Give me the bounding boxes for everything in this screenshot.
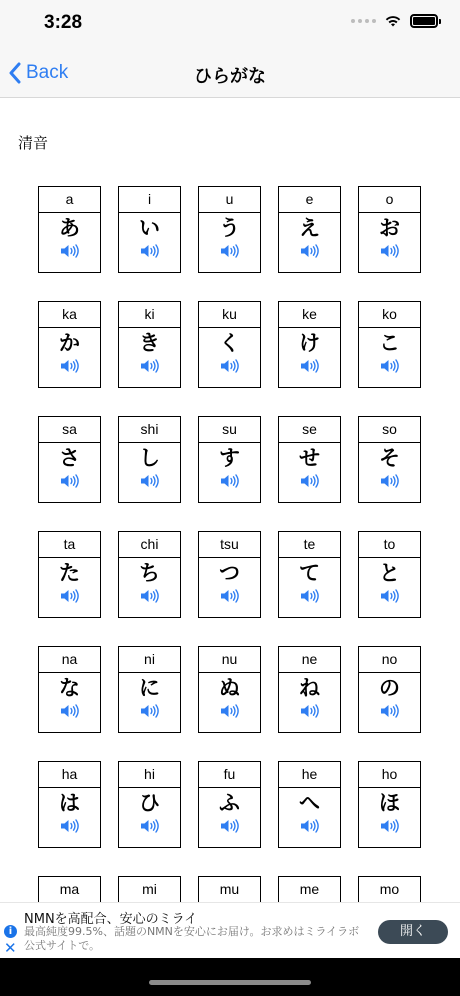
romaji-label: ma: [39, 877, 100, 902]
speaker-icon[interactable]: [39, 704, 100, 718]
ad-description: 最高純度99.5%、話題のNMNを安心にお届け。お求めはミライラボ公式サイトで。: [24, 925, 360, 952]
kana-character: ひ: [139, 791, 160, 815]
romaji-label: mo: [359, 877, 420, 902]
kana-character: く: [219, 331, 240, 355]
info-icon[interactable]: i: [4, 925, 17, 938]
kana-card-ne[interactable]: [278, 646, 341, 733]
speaker-icon[interactable]: [119, 589, 180, 603]
kana-card-ki[interactable]: [118, 301, 181, 388]
navigation-bar: [0, 50, 460, 98]
romaji-label: no: [359, 647, 420, 673]
romaji-label: e: [279, 187, 340, 213]
kana-grid: [38, 186, 422, 902]
speaker-icon[interactable]: [359, 359, 420, 373]
romaji-label: a: [39, 187, 100, 213]
speaker-icon[interactable]: [359, 704, 420, 718]
kana-card-so[interactable]: [358, 416, 421, 503]
status-bar: [0, 0, 460, 50]
speaker-icon[interactable]: [39, 819, 100, 833]
kana-character: つ: [219, 561, 240, 585]
romaji-label: me: [279, 877, 340, 902]
kana-character: う: [219, 216, 240, 240]
kana-character: な: [59, 676, 80, 700]
kana-row: [38, 876, 422, 902]
kana-character: と: [379, 561, 400, 585]
kana-card-me[interactable]: [278, 876, 341, 902]
romaji-label: ho: [359, 762, 420, 788]
romaji-label: ne: [279, 647, 340, 673]
page-title: ひらがな: [194, 66, 266, 87]
signal-dots-icon: [351, 19, 376, 23]
kana-character: お: [379, 216, 400, 240]
romaji-label: o: [359, 187, 420, 213]
kana-row: [38, 531, 422, 618]
kana-row: [38, 761, 422, 848]
kana-character: ね: [299, 676, 320, 700]
kana-card-mu[interactable]: [198, 876, 261, 902]
romaji-label: ta: [39, 532, 100, 558]
romaji-label: shi: [119, 417, 180, 443]
kana-character: い: [139, 216, 160, 240]
section-title: 清音: [18, 134, 49, 152]
close-icon[interactable]: ✕: [4, 939, 17, 957]
kana-character: ふ: [219, 791, 240, 815]
kana-character: へ: [299, 791, 320, 815]
home-indicator-area: [0, 958, 460, 996]
ad-title: NMNを高配合、安心のミライ: [24, 912, 198, 927]
kana-card-shi[interactable]: [118, 416, 181, 503]
status-time: 3:28: [44, 12, 83, 33]
speaker-icon[interactable]: [279, 474, 340, 488]
kana-character: ぬ: [219, 676, 240, 700]
romaji-label: to: [359, 532, 420, 558]
speaker-icon[interactable]: [39, 474, 100, 488]
speaker-icon[interactable]: [279, 244, 340, 258]
kana-card-te[interactable]: [278, 531, 341, 618]
kana-character: え: [299, 216, 320, 240]
kana-card-sa[interactable]: [38, 416, 101, 503]
kana-card-ma[interactable]: [38, 876, 101, 902]
speaker-icon[interactable]: [119, 819, 180, 833]
kana-character: に: [139, 676, 160, 700]
kana-card-tsu[interactable]: [198, 531, 261, 618]
kana-row: [38, 186, 422, 273]
kana-card-se[interactable]: [278, 416, 341, 503]
kana-card-ko[interactable]: [358, 301, 421, 388]
kana-character: か: [59, 331, 80, 355]
romaji-label: te: [279, 532, 340, 558]
kana-card-ke[interactable]: [278, 301, 341, 388]
romaji-label: tsu: [199, 532, 260, 558]
romaji-label: mi: [119, 877, 180, 902]
romaji-label: chi: [119, 532, 180, 558]
kana-card-ha[interactable]: [38, 761, 101, 848]
kana-row: [38, 301, 422, 388]
home-indicator[interactable]: [149, 980, 311, 985]
speaker-icon[interactable]: [279, 589, 340, 603]
kana-card-ni[interactable]: [118, 646, 181, 733]
romaji-label: sa: [39, 417, 100, 443]
kana-card-hi[interactable]: [118, 761, 181, 848]
kana-card-no[interactable]: [358, 646, 421, 733]
romaji-label: na: [39, 647, 100, 673]
kana-card-su[interactable]: [198, 416, 261, 503]
kana-card-a[interactable]: [38, 186, 101, 273]
kana-card-u[interactable]: [198, 186, 261, 273]
kana-character: ほ: [379, 791, 400, 815]
kana-character: の: [379, 676, 400, 700]
kana-row: [38, 646, 422, 733]
romaji-label: ki: [119, 302, 180, 328]
speaker-icon[interactable]: [39, 359, 100, 373]
back-label: Back: [26, 62, 69, 83]
ad-open-button[interactable]: 開く: [378, 920, 448, 944]
speaker-icon[interactable]: [119, 704, 180, 718]
speaker-icon[interactable]: [119, 474, 180, 488]
kana-character: き: [139, 331, 160, 355]
kana-card-ku[interactable]: [198, 301, 261, 388]
kana-card-e[interactable]: [278, 186, 341, 273]
romaji-label: ka: [39, 302, 100, 328]
kana-card-o[interactable]: [358, 186, 421, 273]
speaker-icon[interactable]: [199, 704, 260, 718]
romaji-label: he: [279, 762, 340, 788]
speaker-icon[interactable]: [119, 244, 180, 258]
speaker-icon[interactable]: [279, 359, 340, 373]
speaker-icon[interactable]: [199, 244, 260, 258]
kana-character: そ: [379, 446, 400, 470]
kana-card-he[interactable]: [278, 761, 341, 848]
kana-card-mi[interactable]: [118, 876, 181, 902]
kana-card-fu[interactable]: [198, 761, 261, 848]
speaker-icon[interactable]: [359, 474, 420, 488]
kana-card-chi[interactable]: [118, 531, 181, 618]
kana-card-ka[interactable]: [38, 301, 101, 388]
speaker-icon[interactable]: [279, 704, 340, 718]
speaker-icon[interactable]: [199, 474, 260, 488]
battery-icon: [410, 14, 438, 28]
romaji-label: ke: [279, 302, 340, 328]
kana-character: け: [299, 331, 320, 355]
romaji-label: su: [199, 417, 260, 443]
speaker-icon[interactable]: [39, 589, 100, 603]
speaker-icon[interactable]: [359, 244, 420, 258]
kana-character: さ: [59, 446, 80, 470]
kana-card-ho[interactable]: [358, 761, 421, 848]
status-icons: [351, 14, 438, 28]
romaji-label: hi: [119, 762, 180, 788]
romaji-label: i: [119, 187, 180, 213]
speaker-icon[interactable]: [359, 589, 420, 603]
romaji-label: nu: [199, 647, 260, 673]
wifi-icon: [384, 14, 402, 28]
romaji-label: mu: [199, 877, 260, 902]
kana-character: せ: [299, 446, 320, 470]
speaker-icon[interactable]: [279, 819, 340, 833]
romaji-label: ko: [359, 302, 420, 328]
kana-card-na[interactable]: [38, 646, 101, 733]
speaker-icon[interactable]: [199, 359, 260, 373]
speaker-icon[interactable]: [39, 244, 100, 258]
speaker-icon[interactable]: [199, 589, 260, 603]
speaker-icon[interactable]: [359, 819, 420, 833]
kana-character: す: [219, 446, 240, 470]
kana-card-ta[interactable]: [38, 531, 101, 618]
romaji-label: ni: [119, 647, 180, 673]
kana-character: ち: [139, 561, 160, 585]
kana-row: [38, 416, 422, 503]
kana-character: は: [59, 791, 80, 815]
kana-card-i[interactable]: [118, 186, 181, 273]
speaker-icon[interactable]: [119, 359, 180, 373]
romaji-label: u: [199, 187, 260, 213]
romaji-label: so: [359, 417, 420, 443]
kana-character: て: [299, 561, 320, 585]
speaker-icon[interactable]: [199, 819, 260, 833]
romaji-label: fu: [199, 762, 260, 788]
kana-character: た: [59, 561, 80, 585]
kana-card-nu[interactable]: [198, 646, 261, 733]
romaji-label: ku: [199, 302, 260, 328]
ad-banner[interactable]: [0, 902, 460, 958]
romaji-label: ha: [39, 762, 100, 788]
kana-character: し: [139, 446, 160, 470]
romaji-label: se: [279, 417, 340, 443]
kana-card-mo[interactable]: [358, 876, 421, 902]
kana-character: あ: [59, 216, 80, 240]
kana-card-to[interactable]: [358, 531, 421, 618]
kana-character: こ: [379, 331, 400, 355]
